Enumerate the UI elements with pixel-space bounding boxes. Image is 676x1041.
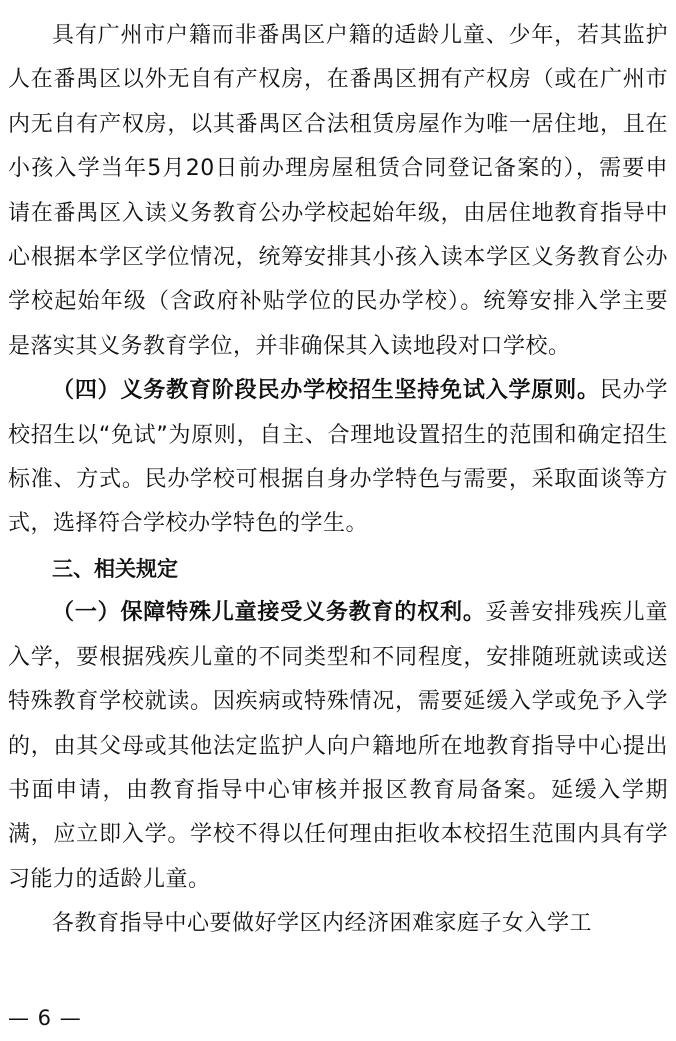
paragraph-private-school-admission — [8, 369, 668, 547]
paragraph-special-children — [8, 591, 668, 902]
paragraph-text: 妥善安排残疾儿童入学，要根据残疾儿童的不同类型和不同程度，安排随班就读或送特殊教育学校就读。因疾病或特殊情况，需要延缓入学或免予入学的，由其父母或其他法定监护人向户籍地所在地教育指导中心提出书面申请，由教育指导中心审核并报区教育局备案。延缓入学期满，应立即入学。学校不得以任何理由拒收本校招生范围内具有学习能力的适龄儿童。 — [8, 600, 668, 892]
paragraph-text: 具有广州市户籍而非番禺区户籍的适龄儿童、少年，若其监护人在番禺区以外无自有产权房，在番禺区拥有产权房（或在广州市内无自有产权房，以其番禺区合法租赁房屋作为唯一居住地，且在小孩入学当年5月20日前办理房屋租赁合同登记备案的），需要申请在番禺区入读义务教育公办学校起始年级，由居住地教育指导中心根据本学区学位情况，统筹安排其小孩入读本学区义务教育公办学校起始年级（含政府补贴学位的民办学校）。统筹安排入学主要是落实其义务教育学位，并非确保其入读地段对口学校。 — [8, 23, 668, 359]
paragraph-text: 民办学校招生以“免试”为原则，自主、合理地设置招生的范围和确定招生标准、方式。民办学校可根据自身办学特色与需要，采取面谈等方式，选择符合学校办学特色的学生。 — [8, 378, 668, 537]
document-body — [8, 14, 668, 947]
paragraph-heading: （四）义务教育阶段民办学校招生坚持免试入学原则。 — [52, 378, 600, 404]
paragraph-economic-hardship — [8, 902, 668, 946]
section-title: 三、相关规定 — [52, 556, 178, 581]
paragraph-heading: （一）保障特殊儿童接受义务教育的权利。 — [52, 600, 486, 626]
paragraph-text: 各教育指导中心要做好学区内经济困难家庭子女入学工 — [52, 911, 593, 937]
paragraph-household-registration — [8, 14, 668, 369]
page-number: — 6 — — [8, 1006, 82, 1030]
